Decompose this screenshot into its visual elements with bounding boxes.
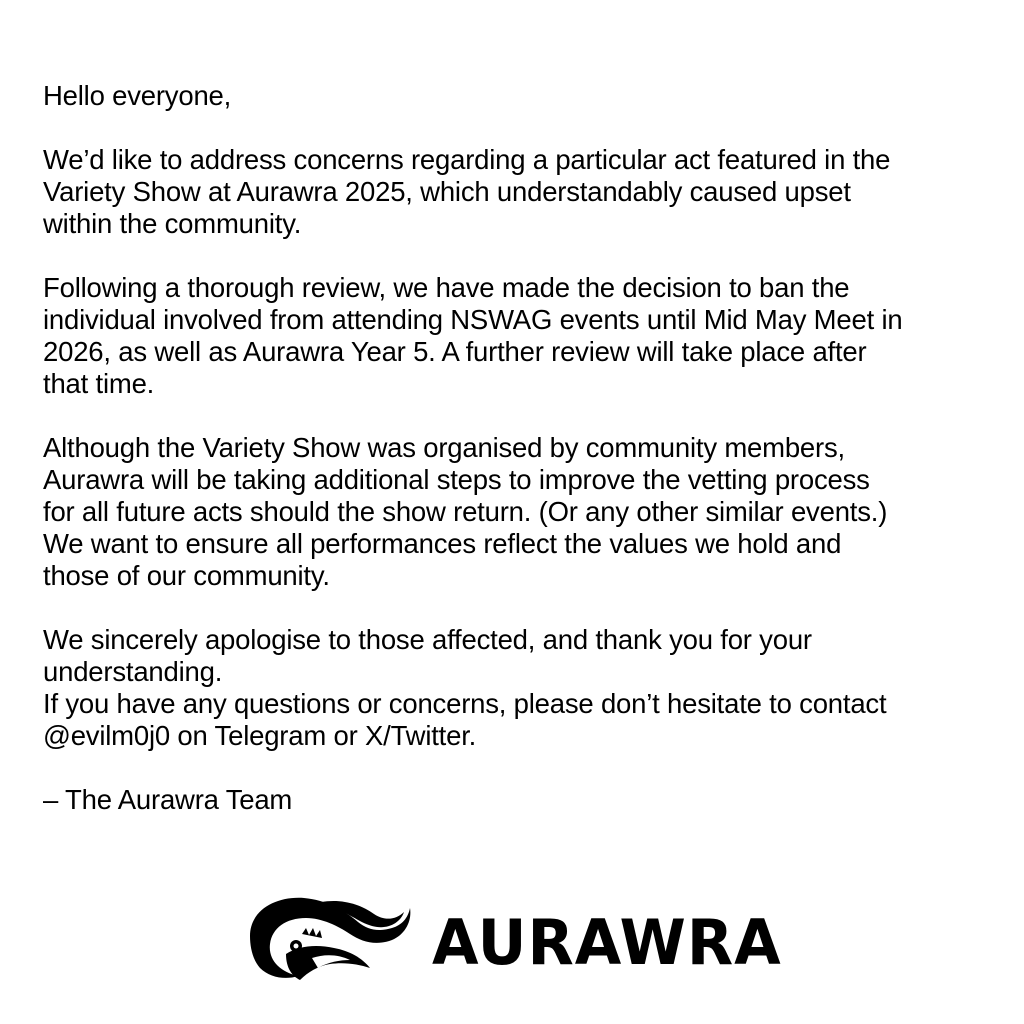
- paragraph-line: those of our community.: [43, 560, 330, 591]
- paragraph-line: Aurawra will be taking additional steps to improve the vetting process: [43, 464, 870, 495]
- paragraph-vetting: [43, 432, 993, 592]
- paragraph-apology: [43, 624, 993, 752]
- paragraph-decision: [43, 272, 993, 400]
- aurawra-wordmark: AURAWRA: [432, 906, 782, 979]
- paragraph-line: Although the Variety Show was organised by community members,: [43, 432, 845, 463]
- aurawra-creature-logo-icon: [246, 888, 416, 988]
- paragraph-line: 2026, as well as Aurawra Year 5. A further review will take place after: [43, 336, 867, 367]
- paragraph-line: We’d like to address concerns regarding a particular act featured in the: [43, 144, 891, 175]
- paragraph-line: that time.: [43, 368, 155, 399]
- paragraph-line: Variety Show at Aurawra 2025, which understandably caused upset: [43, 176, 851, 207]
- paragraph-concerns: [43, 144, 993, 240]
- contact-line: @evilm0j0 on Telegram or X/Twitter.: [43, 720, 477, 751]
- paragraph-line: We sincerely apologise to those affected, and thank you for your: [43, 624, 812, 655]
- aurawra-logo: [246, 888, 786, 988]
- paragraph-line: for all future acts should the show return. (Or any other similar events.): [43, 496, 888, 527]
- statement-text: [43, 80, 993, 848]
- greeting-line: Hello everyone,: [43, 80, 232, 111]
- paragraph-line: understanding.: [43, 656, 223, 687]
- greeting: [43, 80, 993, 112]
- signoff: [43, 784, 993, 816]
- paragraph-line: Following a thorough review, we have made the decision to ban the: [43, 272, 850, 303]
- paragraph-line: If you have any questions or concerns, please don’t hesitate to contact: [43, 688, 887, 719]
- paragraph-line: within the community.: [43, 208, 302, 239]
- signoff-line: – The Aurawra Team: [43, 784, 293, 815]
- paragraph-line: We want to ensure all performances reflect the values we hold and: [43, 528, 842, 559]
- paragraph-line: individual involved from attending NSWAG events until Mid May Meet in: [43, 304, 903, 335]
